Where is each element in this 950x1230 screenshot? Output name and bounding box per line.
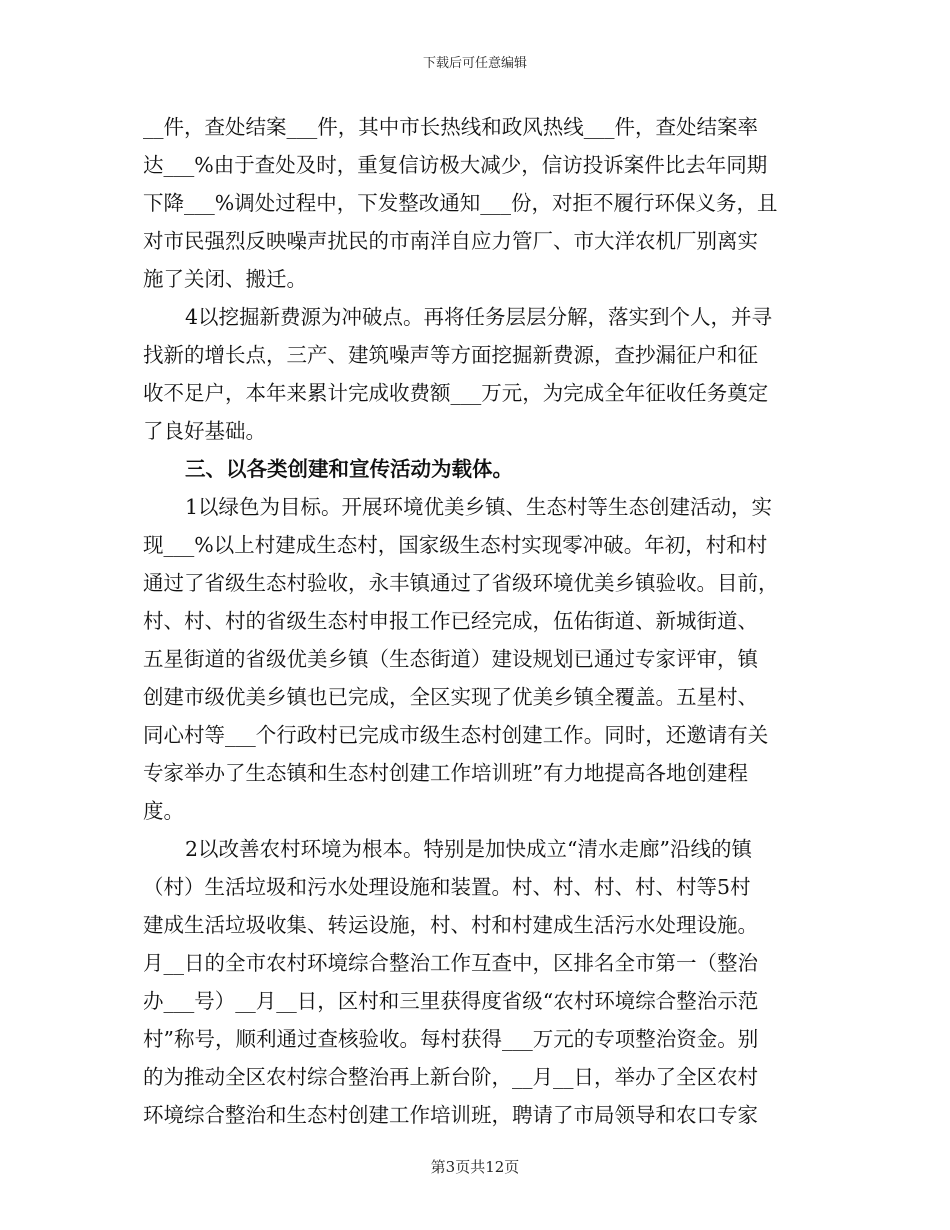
text-line: 办___号）__月__日，区村和三里获得度省级“农村环境综合整治示范 — [143, 989, 759, 1013]
document-body — [143, 108, 813, 1134]
section-heading: 三、以各类创建和宣传活动为载体。 — [185, 457, 513, 481]
text-line: 五星街道的省级优美乡镇（生态街道）建设规划已通过专家评审，镇 — [143, 647, 758, 671]
text-line: 下降___%调处过程中，下发整改通知___份，对拒不履行环保义务，且 — [143, 191, 778, 215]
text-line: 环境综合整治和生态村创建工作培训班，聘请了市局领导和农口专家 — [143, 1103, 758, 1127]
page-header-note: 下载后可任意编辑 — [422, 56, 527, 71]
text-line: 达___%由于查处及时，重复信访极大减少，信访投诉案件比去年同期 — [143, 153, 768, 177]
text-line: 同心村等___个行政村已完成市级生态村创建工作。同时，还邀请有关 — [143, 723, 769, 747]
paragraph-start-line: 4以挖掘新费源为冲破点。再将任务层层分解，落实到个人，并寻 — [185, 305, 773, 329]
text-line: 村、村、村的省级生态村申报工作已经完成，伍佑街道、新城街道、 — [143, 609, 758, 633]
text-line: 创建市级优美乡镇也已完成，全区实现了优美乡镇全覆盖。五星村、 — [143, 685, 758, 709]
text-line: 月__日的全市农村环境综合整治工作互查中，区排名全市第一（整治 — [143, 951, 758, 975]
text-line: 了良好基础。 — [143, 419, 266, 443]
text-line: 收不足户，本年来累计完成收费额___万元，为完成全年征收任务奠定 — [143, 381, 769, 405]
text-line: 通过了省级生态村验收，永丰镇通过了省级环境优美乡镇验收。目前， — [143, 571, 779, 595]
text-line: 的为推动全区农村综合整治再上新台阶，__月__日，举办了全区农村 — [143, 1065, 758, 1089]
text-line: （村）生活垃圾和污水处理设施和装置。村、村、村、村、村等5村 — [143, 875, 751, 899]
text-line: 对市民强烈反映噪声扰民的市南洋自应力管厂、市大洋农机厂别离实 — [143, 229, 758, 253]
text-line: 建成生活垃圾收集、转运设施，村、村和村建成生活污水处理设施。 — [143, 913, 758, 937]
text-line: 度。 — [143, 799, 184, 823]
text-line: 施了关闭、搬迁。 — [143, 267, 307, 291]
text-line: __件，查处结案___件，其中市长热线和政风热线___件，查处结案率 — [143, 115, 758, 139]
paragraph-start-line: 1以绿色为目标。开展环境优美乡镇、生态村等生态创建活动，实 — [185, 495, 773, 519]
page-number-footer: 第3页共12页 — [430, 1158, 520, 1176]
text-line: 村”称号，顺利通过查核验收。每村获得___万元的专项整治资金。别 — [143, 1027, 759, 1051]
text-line: 现___%以上村建成生态村，国家级生态村实现零冲破。年初，村和村 — [143, 533, 768, 557]
paragraph-start-line: 2以改善农村环境为根本。特别是加快成立“清水走廊”沿线的镇 — [185, 837, 753, 861]
text-line: 专家举办了生态镇和生态村创建工作培训班”有力地提高各地创建程 — [143, 761, 748, 785]
text-line: 找新的增长点，三产、建筑噪声等方面挖掘新费源，查抄漏征户和征 — [143, 343, 758, 367]
